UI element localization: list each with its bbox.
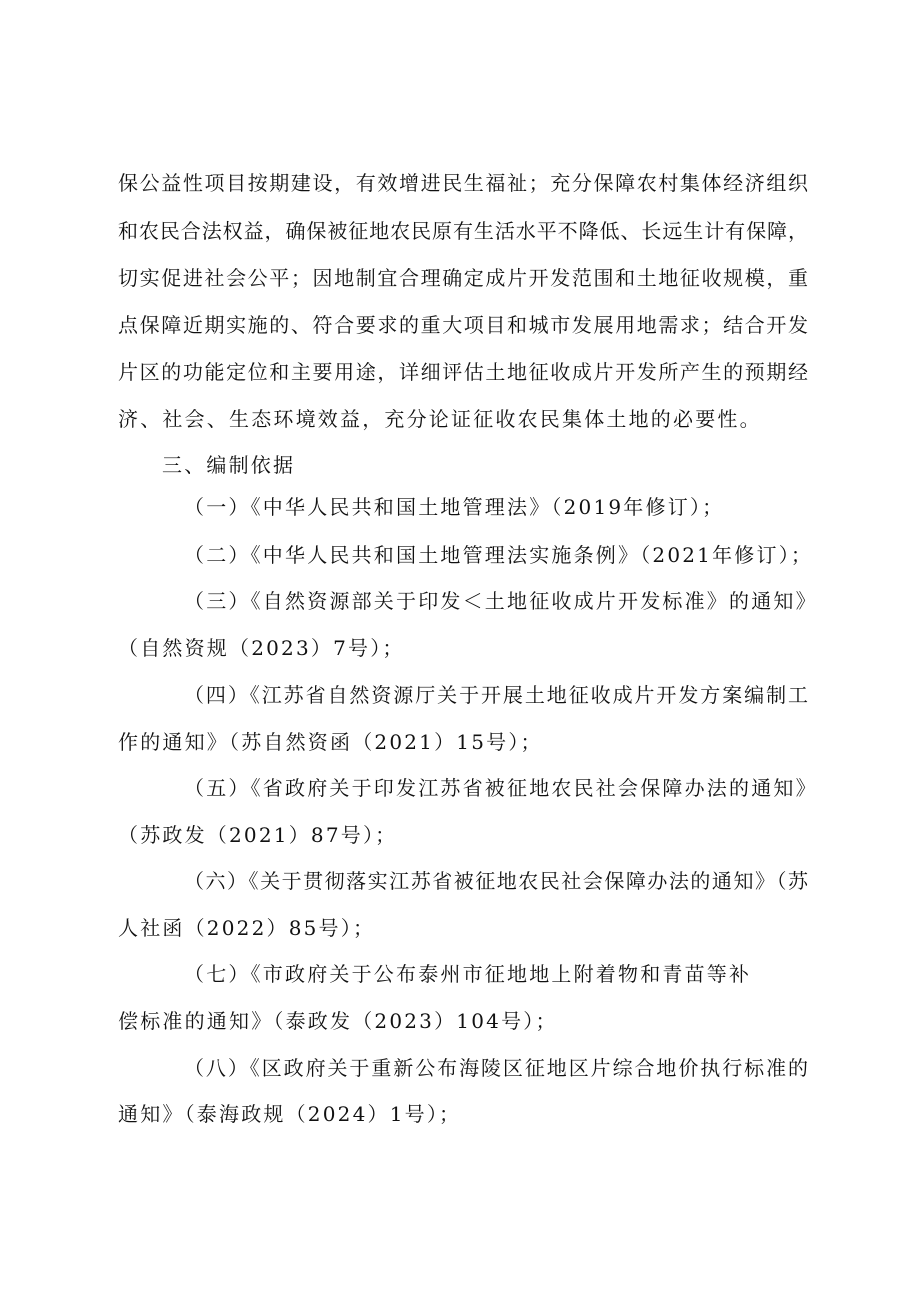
basis-item-line: 偿标准的通知》（泰政发（2023）104号）； <box>118 1009 558 1033</box>
basis-item-line: （二）《中华人民共和国土地管理法实施条例》（2021年修订）； <box>184 543 814 567</box>
basis-item-line: （三）《自然资源部关于印发＜土地征收成片开发标准》的通知》 <box>184 589 818 613</box>
section-heading: 三、编制依据 <box>162 453 296 477</box>
basis-item-line: （七）《市政府关于公布泰州市征地地上附着物和青苗等补 <box>184 962 752 986</box>
paragraph-line: 点保障近期实施的、符合要求的重大项目和城市发展用地需求；结合开发 <box>118 313 808 337</box>
basis-item-line: （一）《中华人民共和国土地管理法》（2019年修订）； <box>184 495 725 519</box>
basis-item-line: （五）《省政府关于印发江苏省被征地农民社会保障办法的通知》 <box>184 776 818 800</box>
basis-item-line: （八）《区政府关于重新公布海陵区征地区片综合地价执行标准的 <box>184 1056 808 1080</box>
basis-item-line: （六）《关于贯彻落实江苏省被征地农民社会保障办法的通知》（苏 <box>184 869 808 893</box>
basis-item-line: （四）《江苏省自然资源厅关于开展土地征收成片开发方案编制工 <box>184 683 808 707</box>
paragraph-line: 济、社会、生态环境效益，充分论证征收农民集体土地的必要性。 <box>118 407 762 431</box>
basis-item-line: （自然资规（2023）7号）； <box>118 636 405 660</box>
paragraph-line: 切实促进社会公平；因地制宜合理确定成片开发范围和土地征收规模，重 <box>118 266 808 290</box>
basis-item-line: 人社函（2022）85号）； <box>118 916 376 940</box>
basis-item-line: （苏政发（2021）87号）； <box>118 823 398 847</box>
paragraph-line: 片区的功能定位和主要用途，详细评估土地征收成片开发所产生的预期经 <box>118 360 808 384</box>
basis-item-line: 通知》（泰海政规（2024）1号）； <box>118 1102 462 1126</box>
basis-item-line: 作的通知》（苏自然资函（2021）15号）； <box>118 730 543 754</box>
paragraph-line: 保公益性项目按期建设，有效增进民生福祉；充分保障农村集体经济组织 <box>118 171 808 195</box>
paragraph-line: 和农民合法权益，确保被征地农民原有生活水平不降低、长远生计有保障， <box>118 219 808 243</box>
